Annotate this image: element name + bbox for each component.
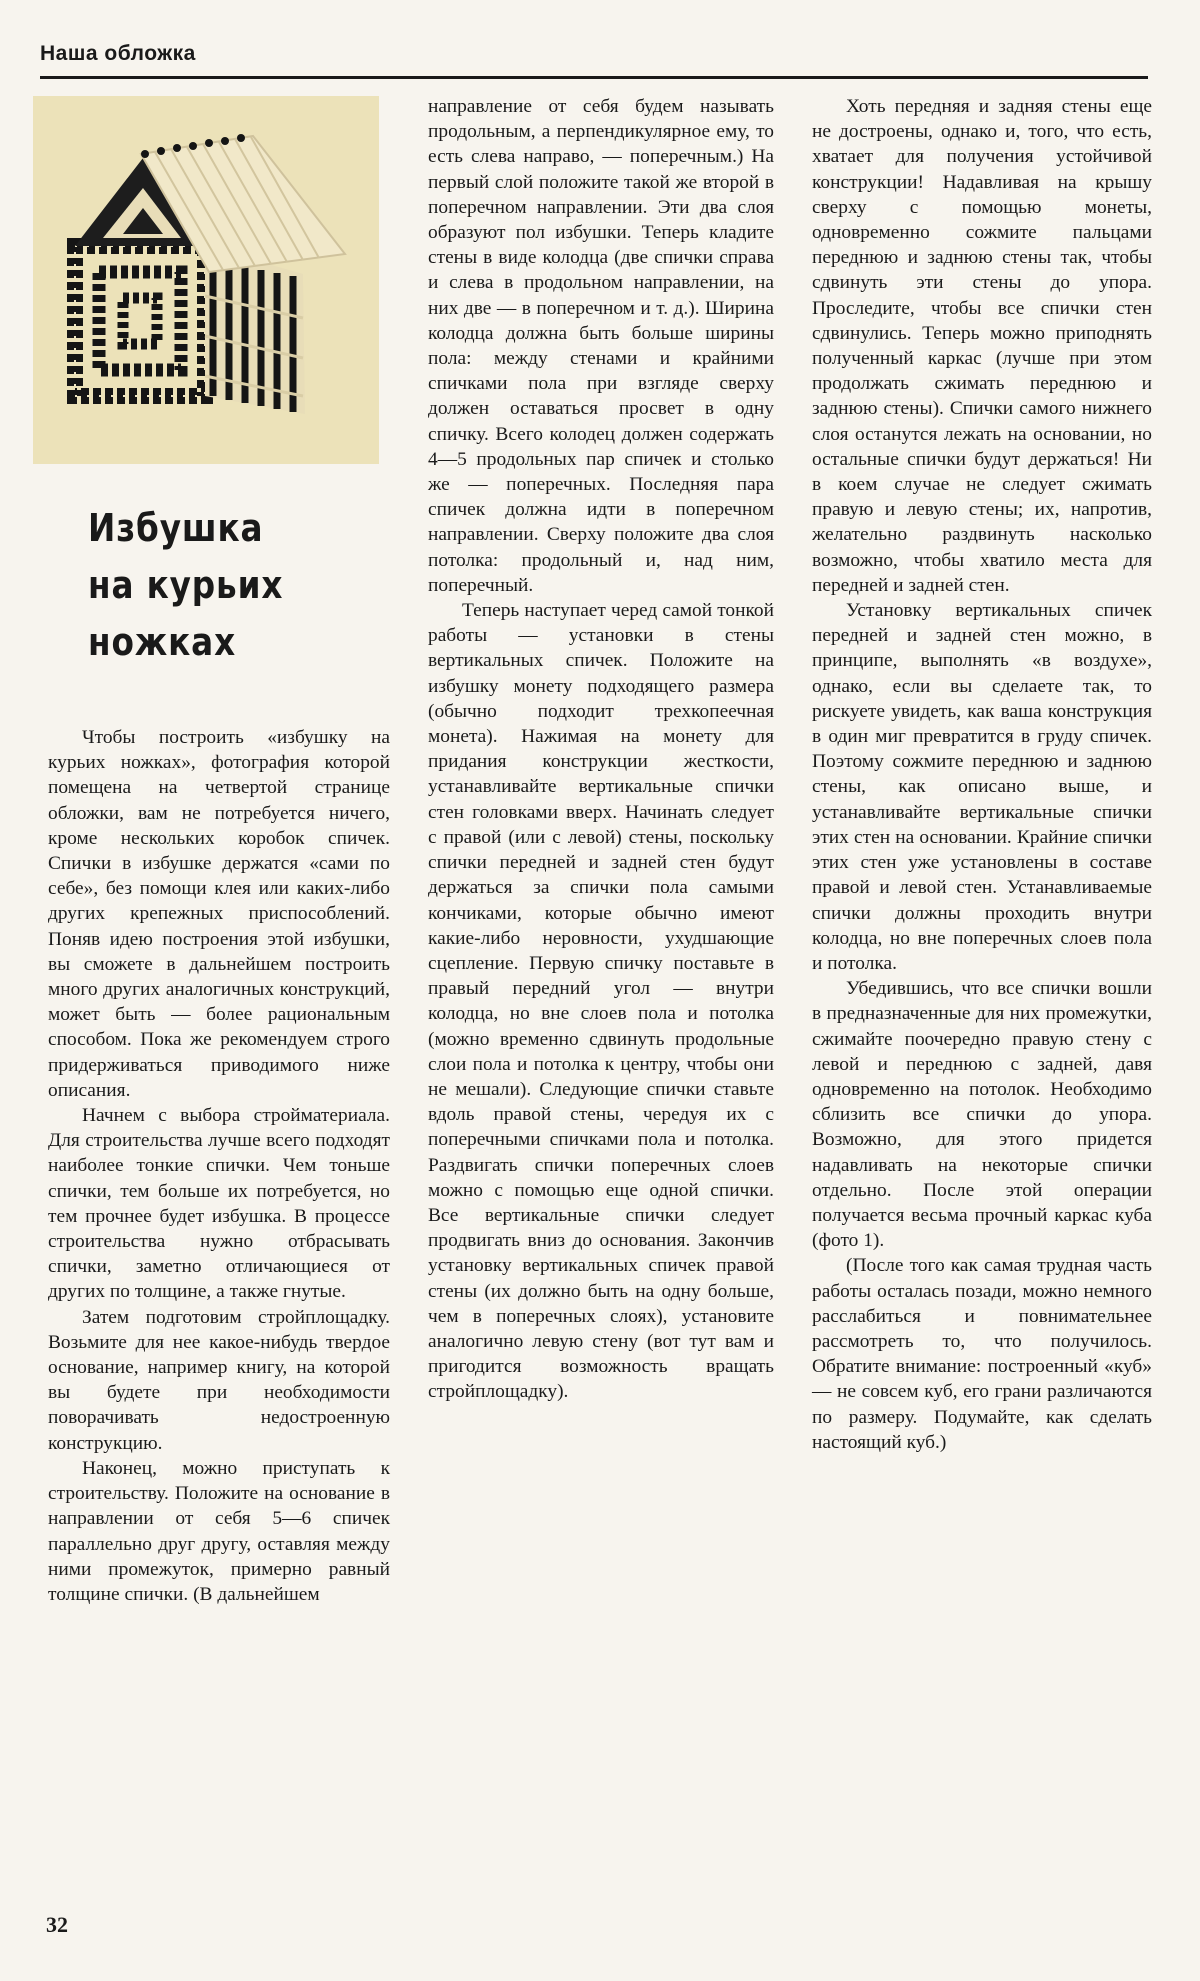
paragraph: направление от себя будем называть продольным, а перпендикулярное ему, то есть слева направо, — поперечным.) На первый слой положите такой же второй в поперечном направлении. Эти два слоя образуют пол избушки. Теперь кладите стены в виде колодца (две спички справа и слева в продольном направлении, на них две — в поперечном и т. д.). Ширина колодца должна быть больше ширины пола: между стенами и крайними спичками пола при взгляде сверху должен оставаться просвет в одну спичку. Всего колодец должен содержать 4—5 продольных пар спичек и столько же — поперечных. Последняя пара спичек должна идти в поперечном направлении. Сверху положите два слоя потолка: продольный и, над ним, поперечный.: [428, 96, 774, 596]
paragraph: Теперь наступает черед самой тонкой работы — установки в стены вертикальных спичек. Положите на избушку монету подходящего размера (обычно подходит трехкопеечная монета). Нажимая на монету для придания конструкции жесткости, устанавливайте вертикальные спички стен головками вверх. Начинать следует с правой (или с левой) стены, поскольку спички передней и задней стен будут держаться за спички пола самыми кончиками, которые обычно имеют какие-либо неровности, ухудшающие сцепление. Первую спичку поставьте в правый передний угол — внутри колодца, но вне слоев пола и потолка (можно временно сдвинуть продольные слои пола и потолка к центру, чтобы они не мешали). Следующие спички ставьте вдоль правой стены, чередуя их с поперечными спичками пола и потолка. Раздвигать спички поперечных слоев можно с помощью еще одной спички. Все вертикальные спички следует продвигать вниз до основания. Закончив установку вертикальных спичек правой стены (их должно быть на одну больше, чем в поперечных слоях), установите аналогично левую стену (вот тут вам и пригодится возможность вращать стройплощадку).: [428, 600, 774, 1403]
paragraph: Начнем с выбора стройматериала. Для строительства лучше всего подходят наиболее тонкие спички. Чем тоньше спички, тем больше их потребуется, но тем прочнее будет избушка. В процессе строительства нужно отбрасывать спички, заметно отличающиеся от других по толщине, а также гнутые.: [48, 1105, 390, 1303]
text-column-2: [428, 94, 774, 1405]
title-line: ножках: [88, 620, 237, 664]
paragraph: Наконец, можно приступать к строительству. Положите на основание в направлении от себя 5—6 спичек параллельно друг другу, оставляя между ними промежуток, примерно равный толщине спички. (В дальнейшем: [48, 1457, 390, 1605]
page-header: [40, 42, 1148, 79]
title-line: Избушка: [88, 506, 264, 550]
match-house-illustration: [33, 96, 379, 464]
text-column-3: [812, 94, 1152, 1455]
title-line: на курьих: [88, 563, 284, 607]
paragraph: Убедившись, что все спички вошли в предназначенные для них промежутки, сжимайте поочередно правую стену с левой и переднюю с задней, давя одновременно на потолок. Необходимо сблизить все спички до упора. Возможно, для этого придется надавливать на некоторые спички отдельно. После этой операции получается весьма прочный каркас куба (фото 1).: [812, 978, 1152, 1252]
paragraph: Чтобы построить «избушку на курьих ножках», фотография которой помещена на четвертой странице обложки, вам не потребуется ничего, кроме нескольких коробок спичек. Спички в избушке держатся «сами по себе», без помощи клея или каких-либо других крепежных приспособлений. Поняв идею построения этой избушки, вы сможете в дальнейшем построить много других аналогичных конструкций, может быть — более рациональным способом. Пока же рекомендуем строго придерживаться приводимого ниже описания.: [48, 727, 390, 1101]
paragraph: (После того как самая трудная часть работы осталась позади, можно немного расслабиться и повнимательнее рассмотреть то, что получилось. Обратите внимание: построенный «куб» — не совсем куб, его грани различаются по размеру. Подумайте, как сделать настоящий куб.): [812, 1255, 1152, 1453]
paragraph: Затем подготовим стройплощадку. Возьмите для нее какое-нибудь твердое основание, например книгу, на которой вы будете при необходимости поворачивать недостроенную конструкцию.: [48, 1306, 390, 1454]
house-front-wall: [75, 246, 205, 396]
article-title: [88, 500, 346, 671]
paragraph: Установку вертикальных спичек передней и задней стен можно, в принципе, выполнять «в воздухе», однако, если вы сделаете так, то рискуете увидеть, как ваша конструкция в один миг превратится в груду спичек. Поэтому сожмите переднюю и заднюю стены, как описано выше, и устанавливайте вертикальные спички этих стен на основании. Крайние спички этих стен уже установлены в составе правой и левой стен. Устанавливаемые спички должны проходить внутри колодца, но вне поперечных слоев пола и потолка.: [812, 600, 1152, 974]
paragraph: Хоть передняя и задняя стены еще не достроены, однако и, того, что есть, хватает для получения устойчивой конструкции! Надавливая на крышу сверху с помощью монеты, одновременно сожмите пальцами переднюю и заднюю стены так, чтобы сдвинуть эти стены до упора. Проследите, чтобы все спички стен сдвинулись. Теперь можно приподнять полученный каркас (лучше при этом продолжать сжимать переднюю и заднюю стены). Спички самого нижнего слоя останутся лежать на основании, но остальные спички будут держаться! Ни в коем случае не следует сжимать правую и левую стены; их, напротив, желательно раздвинуть насколько возможно, чтобы хватило места для передней и задней стен.: [812, 96, 1152, 596]
page-number: 32: [46, 1912, 68, 1937]
text-column-1: [48, 725, 390, 1607]
cover-photo: [33, 96, 379, 464]
section-label: Наша обложка: [40, 42, 196, 65]
